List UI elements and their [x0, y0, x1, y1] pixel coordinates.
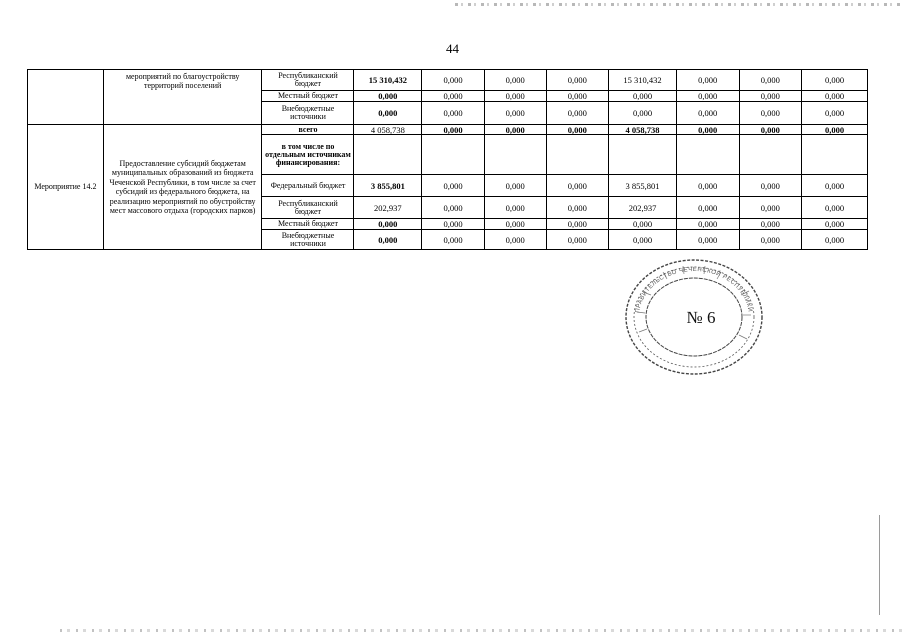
value-cell: 0,000	[546, 219, 609, 230]
value-cell: 0,000	[484, 175, 546, 197]
value-cell: 0,000	[802, 70, 868, 91]
measure-description: Предоставление субсидий бюджетам муниципальных образований из бюджета Чеченской Республики, в том числе за счет субсидий из федерального бюджета, на реализацию мероприятий по обустройству мест массового отдыха (городских парков)	[103, 125, 262, 250]
value-cell: 0,000	[802, 175, 868, 197]
total-cell: 0,000	[354, 219, 422, 230]
total-cell: 0,000	[354, 230, 422, 250]
value-cell: 0,000	[802, 91, 868, 102]
value-cell: 0,000	[609, 219, 677, 230]
value-cell: 0,000	[422, 91, 485, 102]
value-cell: 0,000	[676, 197, 739, 219]
value-cell: 0,000	[739, 175, 802, 197]
value-cell: 0,000	[609, 230, 677, 250]
source-cell: Внебюджетные источники	[262, 230, 354, 250]
measure-description: мероприятий по благоустройству территорий поселений	[103, 70, 262, 125]
measure-label: Мероприятие 14.2	[28, 125, 104, 250]
value-cell: 0,000	[676, 70, 739, 91]
source-cell: Республиканский бюджет	[262, 197, 354, 219]
value-cell: 15 310,432	[609, 70, 677, 91]
table-row	[28, 70, 868, 91]
value-cell: 0,000	[676, 175, 739, 197]
value-cell: 0,000	[546, 230, 609, 250]
value-cell: 0,000	[484, 197, 546, 219]
total-cell: 15 310,432	[354, 70, 422, 91]
value-cell: 0,000	[422, 102, 485, 125]
value-cell: 0,000	[739, 125, 802, 135]
value-cell: 0,000	[739, 230, 802, 250]
source-cell: Федеральный бюджет	[262, 175, 354, 197]
source-cell: Внебюджетные источники	[262, 102, 354, 125]
value-cell: 0,000	[484, 125, 546, 135]
value-cell: 0,000	[422, 230, 485, 250]
value-cell: 0,000	[546, 125, 609, 135]
value-cell: 0,000	[676, 102, 739, 125]
value-cell: 0,000	[802, 102, 868, 125]
value-cell: 0,000	[802, 125, 868, 135]
value-cell: 4 058,738	[609, 125, 677, 135]
value-cell: 0,000	[676, 125, 739, 135]
value-cell: 0,000	[484, 102, 546, 125]
value-cell: 0,000	[484, 219, 546, 230]
measure-label-cell-empty	[28, 70, 104, 125]
total-cell: 4 058,738	[354, 125, 422, 135]
total-cell: 3 855,801	[354, 175, 422, 197]
value-cell: 0,000	[484, 91, 546, 102]
value-cell: 0,000	[422, 175, 485, 197]
value-cell: 0,000	[802, 197, 868, 219]
total-cell: 0,000	[354, 91, 422, 102]
stamp-number: № 6	[686, 308, 716, 327]
value-cell: 0,000	[484, 230, 546, 250]
value-cell: 0,000	[546, 102, 609, 125]
total-cell: 202,937	[354, 197, 422, 219]
value-cell: 0,000	[546, 197, 609, 219]
value-cell: 0,000	[484, 70, 546, 91]
source-cell: Местный бюджет	[262, 219, 354, 230]
scan-artifact-edge	[879, 515, 880, 615]
stamp-ring-text: ПРАВИТЕЛЬСТВО ЧЕЧЕНСКОЙ РЕСПУБЛИКИ	[635, 266, 753, 314]
value-cell: 0,000	[422, 219, 485, 230]
table-row	[28, 125, 868, 135]
value-cell: 0,000	[676, 219, 739, 230]
budget-table	[27, 69, 868, 250]
value-cell: 0,000	[546, 91, 609, 102]
registration-stamp	[623, 257, 765, 377]
value-cell: 0,000	[546, 70, 609, 91]
scan-artifact-bottom	[60, 629, 905, 632]
breakdown-header: в том числе по отдельным источникам финансирования:	[262, 135, 354, 175]
scan-artifact-top	[455, 3, 900, 6]
value-cell: 0,000	[739, 70, 802, 91]
source-cell: Местный бюджет	[262, 91, 354, 102]
value-cell: 0,000	[739, 219, 802, 230]
page-number: 44	[446, 41, 459, 56]
value-cell: 0,000	[609, 102, 677, 125]
value-cell: 202,937	[609, 197, 677, 219]
source-cell: Республиканский бюджет	[262, 70, 354, 91]
value-cell: 0,000	[739, 91, 802, 102]
value-cell: 3 855,801	[609, 175, 677, 197]
value-cell: 0,000	[739, 102, 802, 125]
value-cell: 0,000	[802, 219, 868, 230]
value-cell: 0,000	[609, 91, 677, 102]
value-cell: 0,000	[676, 230, 739, 250]
source-cell: всего	[262, 125, 354, 135]
total-cell: 0,000	[354, 102, 422, 125]
value-cell: 0,000	[739, 197, 802, 219]
value-cell: 0,000	[676, 91, 739, 102]
value-cell: 0,000	[802, 230, 868, 250]
svg-text:ПРАВИТЕЛЬСТВО ЧЕЧЕНСКОЙ РЕСПУБ	[635, 267, 753, 313]
value-cell: 0,000	[546, 175, 609, 197]
value-cell: 0,000	[422, 70, 485, 91]
value-cell: 0,000	[422, 197, 485, 219]
value-cell: 0,000	[422, 125, 485, 135]
